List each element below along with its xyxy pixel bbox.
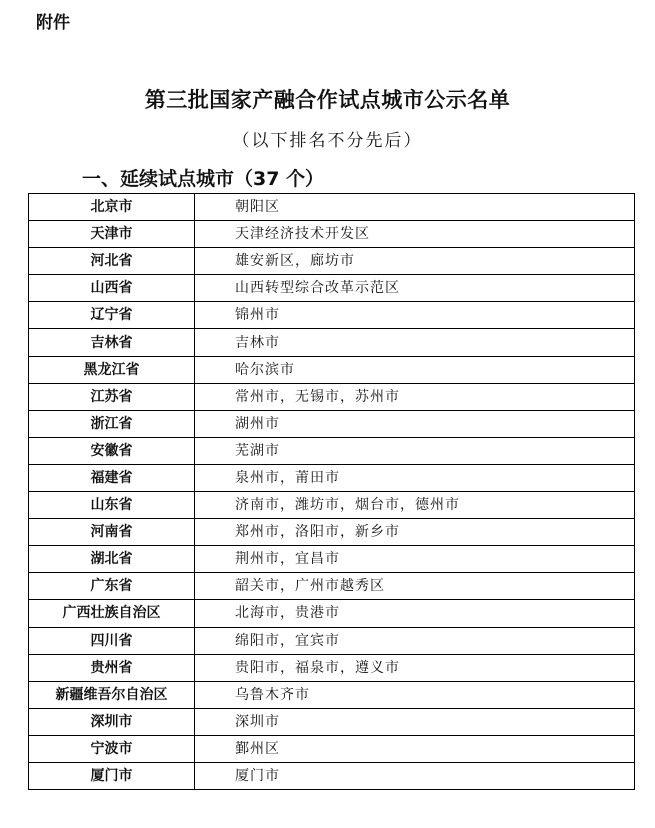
table-row <box>29 708 635 735</box>
region-cell: 广西壮族自治区 <box>29 600 195 627</box>
cities-cell: 湖州市 <box>195 410 635 437</box>
cities-cell: 韶关市，广州市越秀区 <box>195 573 635 600</box>
region-cell: 宁波市 <box>29 735 195 762</box>
table-row <box>29 681 635 708</box>
table-row <box>29 735 635 762</box>
table-row <box>29 302 635 329</box>
document-title: 第三批国家产融合作试点城市公示名单 <box>144 87 511 112</box>
table-row <box>29 410 635 437</box>
cities-cell: 芜湖市 <box>195 437 635 464</box>
region-cell: 四川省 <box>29 627 195 654</box>
cities-cell: 郑州市，洛阳市，新乡市 <box>195 519 635 546</box>
region-cell: 浙江省 <box>29 410 195 437</box>
pilot-city-table <box>28 193 635 790</box>
cities-cell: 贵阳市，福泉市，遵义市 <box>195 654 635 681</box>
table-row <box>29 356 635 383</box>
cities-cell: 鄞州区 <box>195 735 635 762</box>
table-row <box>29 275 635 302</box>
pilot-city-table-body <box>29 194 635 790</box>
table-row <box>29 248 635 275</box>
region-cell: 湖北省 <box>29 546 195 573</box>
table-row <box>29 627 635 654</box>
cities-cell: 山西转型综合改革示范区 <box>195 275 635 302</box>
cities-cell: 绵阳市，宜宾市 <box>195 627 635 654</box>
cities-cell: 厦门市 <box>195 762 635 789</box>
region-cell: 河北省 <box>29 248 195 275</box>
cities-cell: 荆州市，宜昌市 <box>195 546 635 573</box>
table-row <box>29 437 635 464</box>
region-cell: 天津市 <box>29 221 195 248</box>
cities-cell: 吉林市 <box>195 329 635 356</box>
region-cell: 北京市 <box>29 194 195 221</box>
table-row <box>29 194 635 221</box>
cities-cell: 朝阳区 <box>195 194 635 221</box>
table-row <box>29 329 635 356</box>
region-cell: 福建省 <box>29 464 195 491</box>
region-cell: 辽宁省 <box>29 302 195 329</box>
cities-cell: 北海市，贵港市 <box>195 600 635 627</box>
section-heading: 一、延续试点城市（37 个） <box>82 168 325 190</box>
region-cell: 江苏省 <box>29 383 195 410</box>
region-cell: 河南省 <box>29 519 195 546</box>
region-cell: 深圳市 <box>29 708 195 735</box>
table-row <box>29 221 635 248</box>
region-cell: 广东省 <box>29 573 195 600</box>
region-cell: 吉林省 <box>29 329 195 356</box>
region-cell: 贵州省 <box>29 654 195 681</box>
table-row <box>29 573 635 600</box>
cities-cell: 乌鲁木齐市 <box>195 681 635 708</box>
document-subtitle: （以下排名不分先后） <box>232 131 423 151</box>
cities-cell: 天津经济技术开发区 <box>195 221 635 248</box>
cities-cell: 深圳市 <box>195 708 635 735</box>
region-cell: 新疆维吾尔自治区 <box>29 681 195 708</box>
table-row <box>29 383 635 410</box>
cities-cell: 济南市，潍坊市，烟台市，德州市 <box>195 492 635 519</box>
region-cell: 黑龙江省 <box>29 356 195 383</box>
table-row <box>29 492 635 519</box>
table-row <box>29 519 635 546</box>
region-cell: 安徽省 <box>29 437 195 464</box>
table-row <box>29 654 635 681</box>
table-row <box>29 546 635 573</box>
table-row <box>29 464 635 491</box>
region-cell: 山东省 <box>29 492 195 519</box>
table-row <box>29 762 635 789</box>
table-row <box>29 600 635 627</box>
attachment-label: 附件 <box>36 13 70 33</box>
region-cell: 山西省 <box>29 275 195 302</box>
region-cell: 厦门市 <box>29 762 195 789</box>
cities-cell: 锦州市 <box>195 302 635 329</box>
cities-cell: 常州市，无锡市，苏州市 <box>195 383 635 410</box>
cities-cell: 雄安新区，廊坊市 <box>195 248 635 275</box>
cities-cell: 泉州市，莆田市 <box>195 464 635 491</box>
cities-cell: 哈尔滨市 <box>195 356 635 383</box>
